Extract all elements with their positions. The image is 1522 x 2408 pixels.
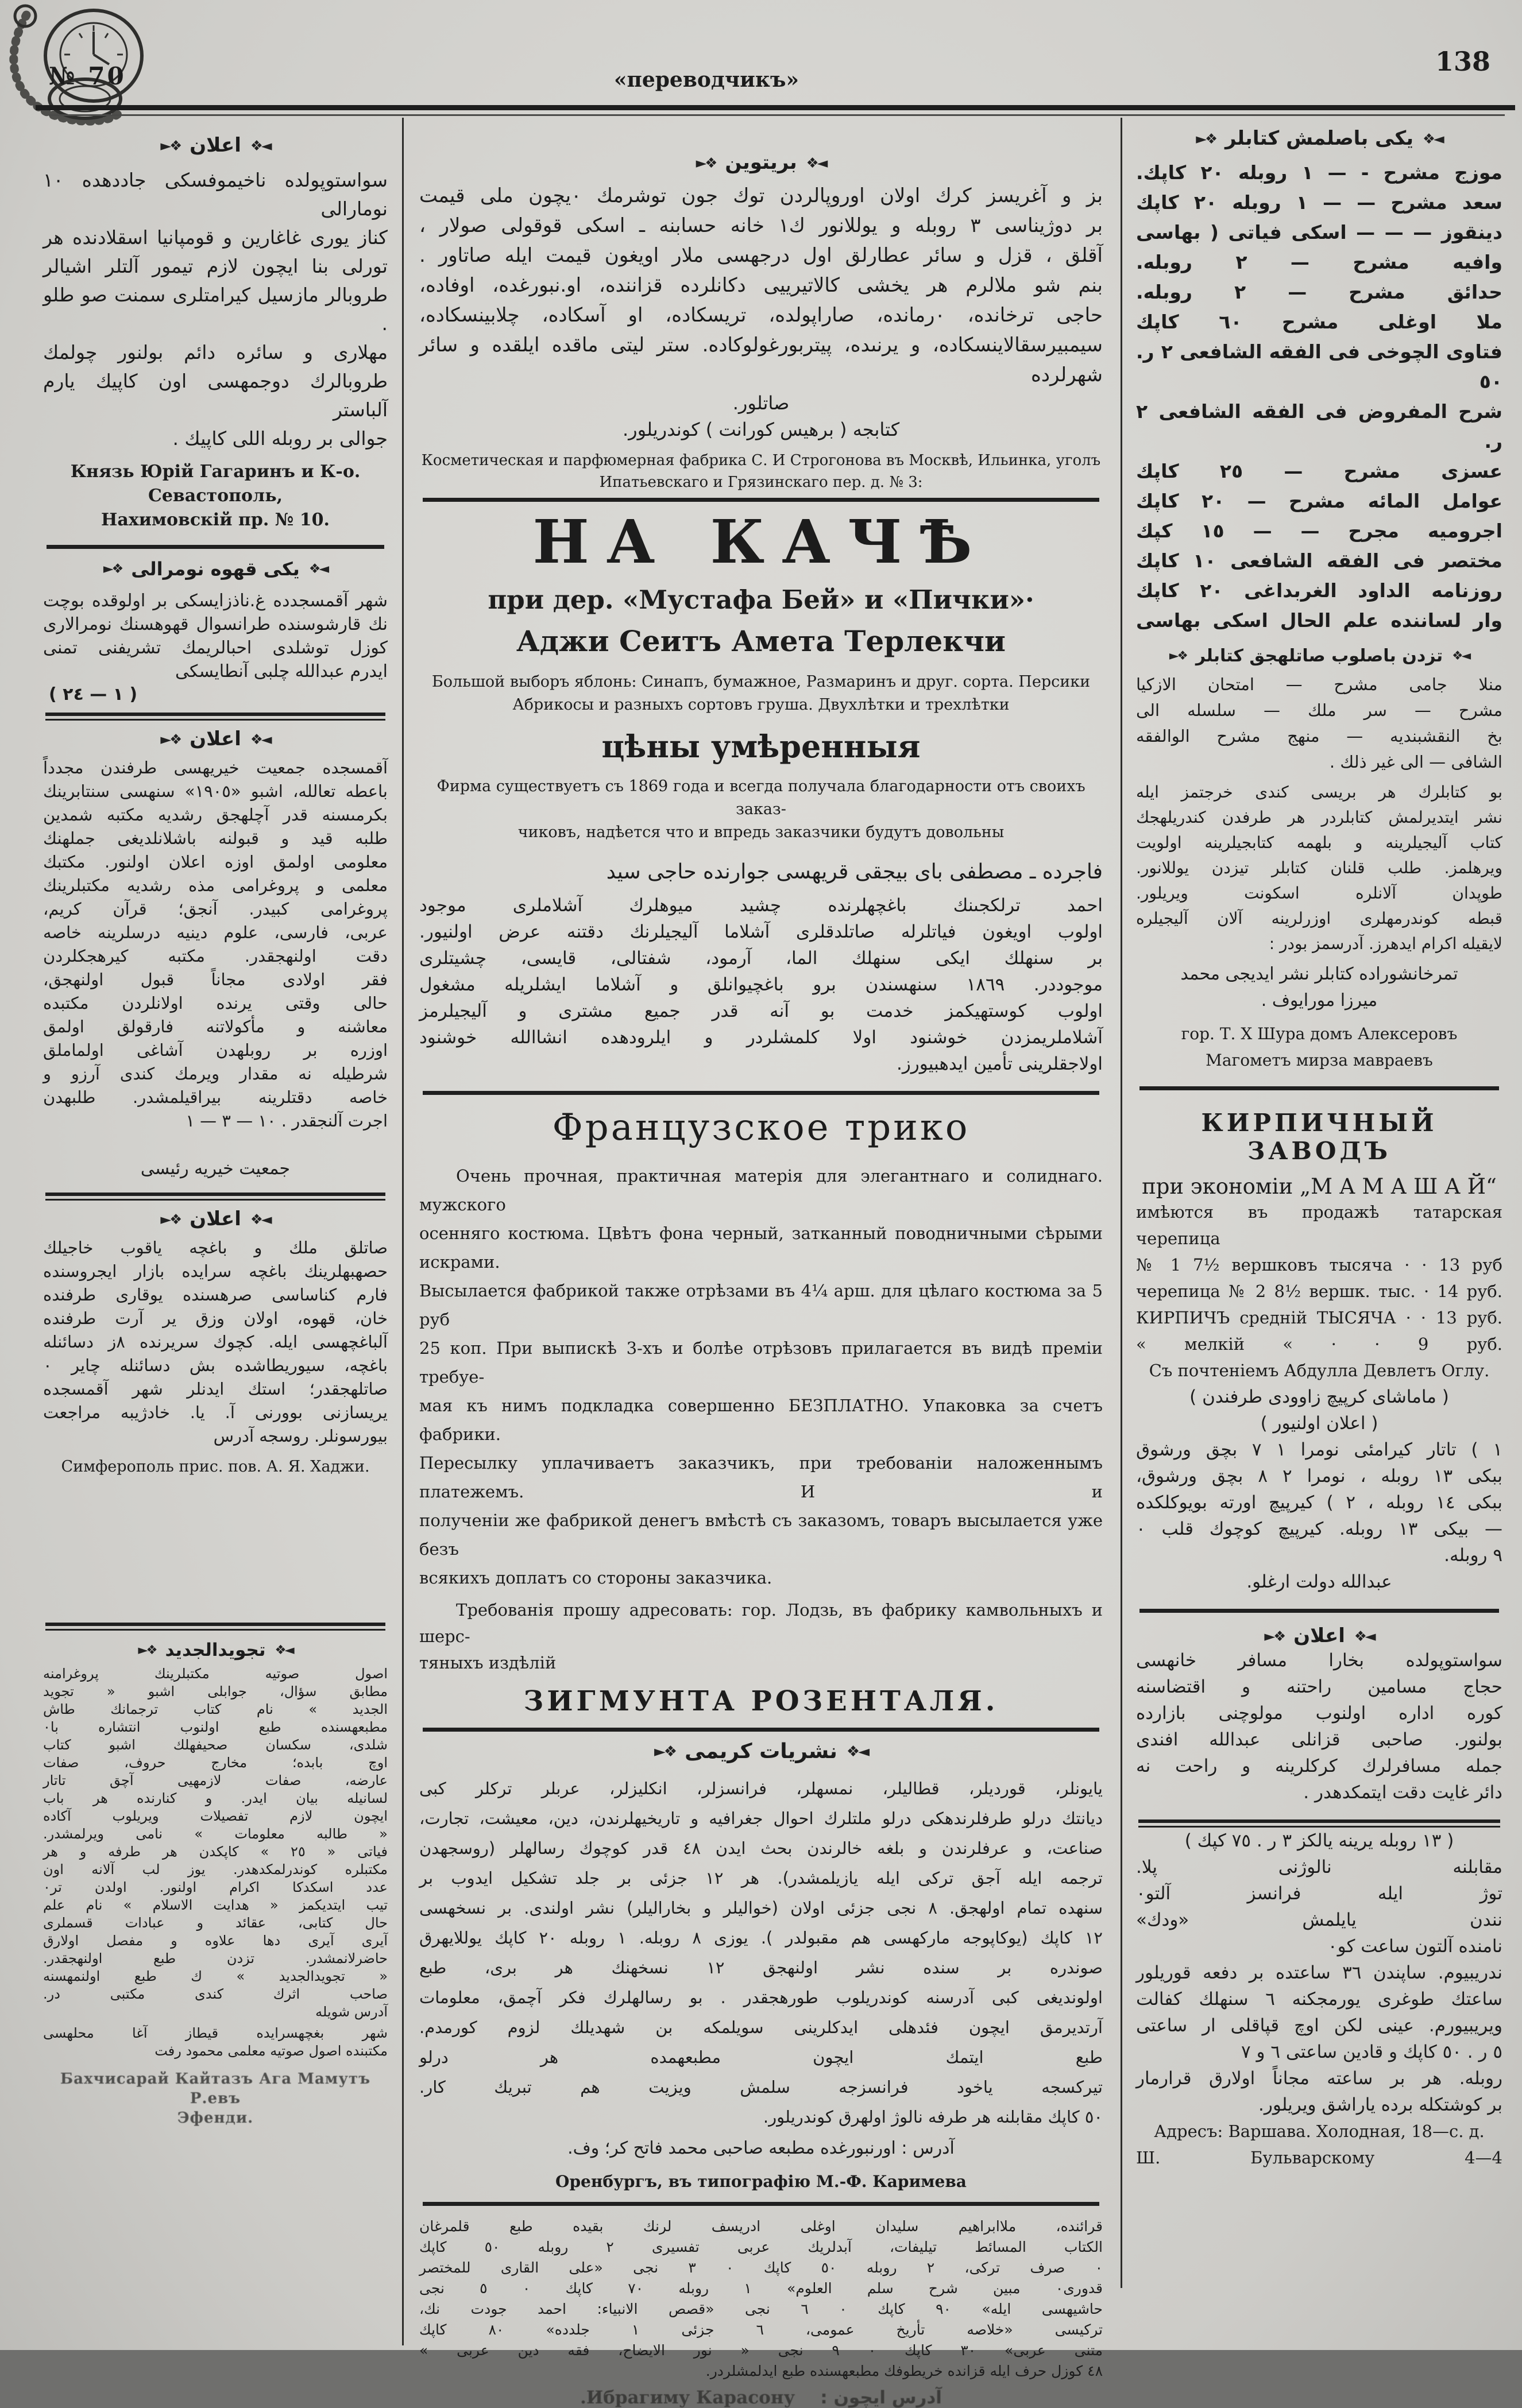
m-t7: Французское трико	[552, 1106, 970, 1149]
text-line: فقر اولادى مجاناً قبول اولنهجق،	[43, 970, 388, 989]
text-line: معلمى و پروغرامى مذه رشديه مكتبلرينك	[43, 876, 388, 895]
right-column	[1136, 118, 1502, 2171]
m-t6	[419, 775, 1103, 844]
text-line: мая къ нимъ подкладка совершенно БЕЗПЛАТНО. Упаковка за счетъ фабрики.	[419, 1396, 1103, 1444]
l-ad2-num: ( ١ — ٢٤ )	[49, 684, 138, 704]
text-line: مهلارى و سائره دائم بولنور چولمك	[43, 341, 388, 363]
text-line: тяныхъ издѣлій	[419, 1653, 557, 1673]
text-line: Очень прочная, практичная матерія для элегантнаго и солиднаго. мужского	[419, 1166, 1103, 1214]
r-t1: КИРПИЧНЫЙ ЗАВОДЪ	[1201, 1109, 1438, 1165]
fleuron-icon: ◄❖	[250, 137, 271, 154]
text-line: الكتاب المسائط تيليفات، آبدلريك عربى تفسيرى ٢ روبله ٥٠ كاپك	[419, 2239, 1103, 2255]
m-mix	[419, 2387, 1103, 2408]
l-ad1-sign	[43, 460, 388, 532]
m-rule3	[423, 1728, 1099, 1732]
fleuron-icon: ◄❖	[1354, 1627, 1374, 1644]
text-line: دينقوز — — — اسكى فياتى ( بهاسى	[1136, 221, 1502, 243]
r-addr2	[1136, 2144, 1502, 2171]
text-line: موزج مشرح - — ١ روبله ٢٠ كاپك.	[1136, 161, 1502, 184]
text-line: اولوب كوستهيكمز خدمت بو آنه قدر جميع مشترى و آليجيلرمز	[419, 1001, 1103, 1021]
text-line: ١٢ كاپك (يوكاپوجه ماركهسى هم مقبولدر ). يوزى ٨ روبله. ١ روبله ٢٠ كاپك يوللايهرق	[419, 1928, 1103, 1948]
text-line: احمد ترلكجىنك باغچهلرنده چشيد ميوهلرك آشلاملرى موجود	[419, 895, 1103, 916]
fleuron-icon: ❖►	[103, 562, 122, 576]
text-line: جمعيت خيريه رئيسى	[140, 1159, 291, 1179]
section-heading-text: يكى باصلمش كتابلر	[1225, 127, 1413, 150]
text-line: باعطه تعالله، اشبو «١٩٠٥» سنهسى سنتابرينك	[43, 781, 388, 801]
text-line: صاتلهجقدر؛ استك ايدنلر شهر آقمسجده	[43, 1379, 388, 1399]
text-line: Высылается фабрикой также отрѣзами въ 4¼ арш. для цѣлаго костюма за 5 руб	[419, 1281, 1103, 1329]
text-line: اصول صوتيه مكتبلرينك پروغرامنه	[43, 1666, 388, 1682]
text-line: نشر ايتديرلمش كتابلردر هر طرفدن كندريلهجك	[1136, 808, 1502, 827]
text-line: ٩ روبله.	[1444, 1545, 1502, 1566]
text-line: روبله. هر بر ساعته مجاناً اولارق قرارمار	[1136, 2068, 1502, 2089]
text-line: آدرس : اورنبورغده مطبعه صاحبى محمد فاتح كر؛ وف.	[567, 2138, 955, 2158]
text-line: سنهده تمام اولهجق. ٨ نجى جزئى اولان (خواليلر و بخاراليلر) نشر اولندى. بر نسخهسى	[419, 1898, 1103, 1918]
r-list2	[1136, 672, 1502, 775]
text-line: осенняго костюма. Цвѣтъ фона черный, затканный поводничными сѣрыми искрами.	[419, 1224, 1103, 1272]
text-line: لسانيله بيان ايدر. و كنارنده هر باب	[43, 1790, 388, 1806]
text-line: اجرت آلنجقدر . ١٠ — ٣ — ١	[186, 1111, 388, 1131]
r-watch-line	[1136, 1828, 1502, 1854]
text-line: آدرس شويله	[315, 2004, 388, 2020]
header-rule-thin	[49, 114, 1505, 116]
section-heading-text: اعلان	[1293, 1624, 1345, 1647]
text-line: عربى، فارسى، علوم دينيه درسلرينه خاصه	[43, 923, 388, 942]
r-sig-cy	[1136, 1021, 1502, 1074]
text-line: عسزى مشرح — ٢٥ كاپك	[1136, 460, 1502, 482]
text-line: ندريبيوم. ساپندن ٣٦ ساعتده بر دفعه قوريلور	[1136, 1962, 1503, 1983]
text-line: بو كتابلرك هر بريسى كندى خرجتمز ايله	[1136, 783, 1502, 802]
l-h1	[43, 134, 388, 157]
m-cy1	[419, 2169, 1103, 2195]
text-line: فتاوى الچوخى فى الفقه الشافعى ٢ ر. ٥٠	[1136, 340, 1502, 393]
text-line: Бахчисарай Кайтазъ Ага Мамутъ Р.евъ	[60, 2070, 371, 2107]
text-line: آشلاملريمزدن خوشنود اولا كلمشلردر و ايلرودهده انشاالله خوشنود	[419, 1027, 1103, 1048]
fleuron-icon: ❖►	[1196, 130, 1216, 147]
fleuron-icon: ◄❖	[1422, 130, 1443, 147]
r-p4	[1136, 1960, 1502, 2065]
text-line: اجروميه مجرح — — ١٥ كپك	[1136, 520, 1502, 542]
text-line: حالى وقتى يرنده اولانلردن مكتبده	[43, 993, 388, 1013]
text-line: شلدى، سكسان صحيفهلك اشبو كتاب	[43, 1737, 388, 1753]
l-h5	[43, 1640, 388, 1660]
text-line: ( ١٣ روبله يرينه يالكز ٣ ر . ٧٥ كپك )	[1184, 1830, 1454, 1851]
text-line: عارضه، صفات لازمهيى آچق تاتار	[43, 1772, 388, 1788]
m-rule1	[423, 498, 1099, 502]
r-h1	[1136, 127, 1502, 150]
r-cy1	[1136, 1199, 1502, 1252]
text-line: طوپدان آلانلره اسكونت ويريلور.	[1136, 884, 1502, 903]
text-line: Съ почтеніемъ Абдулла Девлетъ Оглу.	[1149, 1361, 1490, 1380]
text-line: مكتبلره كوندرلمكدهدر. يوز لب آلانه اون	[43, 1861, 388, 1877]
m-h1	[419, 151, 1103, 174]
l-ad3-sign	[43, 1156, 388, 1182]
mixed-line-arabic: آدرس ايچون :	[820, 2387, 942, 2408]
section-heading-text: اعلان	[190, 1207, 241, 1230]
text-line: باغچه، سيوريطاشده بش دسائنله چاير ٠	[43, 1356, 388, 1375]
header-rule	[36, 105, 1515, 110]
fleuron-icon: ◄❖	[275, 1643, 293, 1658]
text-line: بر دوژيناسى ٣ روبله و يوللانور ك١ خانه حسابنه ـ اسكى قوقولى صولار ،	[419, 214, 1103, 237]
l-drule2	[45, 1193, 385, 1201]
text-line: الجديد » نام كتاب ترجمانك طاش	[43, 1701, 388, 1717]
text-line: حدائق مشرح — ٢ روبله.	[1136, 281, 1502, 303]
r-t3	[1136, 1357, 1502, 1384]
text-line: مكتبنده اصول صوتيه معلمى محمود رفت	[154, 2043, 388, 2059]
text-line: آرتديرمق ايچون فئدهلى ايدكلرينى سويلمكه بن شهديلك لزوم كورمدم.	[419, 2018, 1103, 2037]
text-line: بر سنهلك ايكى سنهلك الما، آرمود، شفتالى، قايسى، چشيتلرى	[419, 948, 1103, 969]
text-line: حال كتابى، عقائد و عبادات قسملرى	[43, 1915, 388, 1931]
text-line: ويرهلمز. طلب قلنان كتابلر تيزدن يوللانور.	[1136, 858, 1502, 877]
text-line: ٥٠ كاپك مقابلنه هر طرفه نالوژ اولهرق كوندريلور.	[763, 2107, 1103, 2127]
text-line: Симферополь прис. пов. А. Я. Хаджи.	[61, 1458, 370, 1476]
text-line: بولنور. صاحبى قزانلى عبدالله افندى	[1136, 1729, 1502, 1750]
l-ad5	[43, 1665, 388, 2021]
l-ad3	[43, 756, 388, 1133]
r-p2	[1136, 1437, 1502, 1569]
text-line: ( ماماشاى كرپيچ زاوودى طرفندن )	[1189, 1387, 1449, 1407]
text-line: اولونديغى كبى آدرسنه كوندريلوب طورهجقدر . بو رسالهلرك فكر آچمق، معلومات	[419, 1988, 1103, 2007]
text-line: всякихъ доплатъ со стороны заказчика.	[419, 1568, 772, 1588]
text-line: نندن يايلمش «ودك»	[1136, 1910, 1502, 1930]
text-line: اولوب اويغون فياتلرله صاتلدقلرى آشلاما آليجيلرنك دقتنه عرض اولنيور.	[419, 922, 1103, 942]
l-ad4-sign	[43, 1454, 388, 1480]
text-line: « طالبه معلومات » نامى ويرلمشدر.	[43, 1826, 388, 1842]
text-line: قبطه كوندرمهلرى اوزرلرينه آلان آليجيلره	[1136, 909, 1502, 928]
text-line: « мелкій « · · 9 руб.	[1136, 1334, 1502, 1354]
m-t8: ЗИГМУНТА РОЗЕНТАЛЯ.	[523, 1685, 999, 1717]
text-line: شرطيله نه مقدار ويرمك كندى آرزو و	[43, 1064, 388, 1083]
text-line: جمله مسافرلرك كركلرينه و راحت نه	[1136, 1756, 1502, 1776]
text-line: معاشنه و مأكولاتنه فارقولق اولمق	[43, 1017, 388, 1036]
l-drule1	[45, 713, 385, 721]
text-line: سواستوپولده بخارا مسافر خانهسى	[1136, 1650, 1502, 1671]
text-line: پروغرامى كبيدر. آنجق؛ قرآن كريم،	[43, 899, 388, 919]
l-ad2	[43, 589, 388, 683]
text-line: ايچون لازم تفصيلات ويريلوب آكاده	[43, 1808, 388, 1824]
l-ad1	[43, 166, 388, 453]
text-line: طبع ايتمك ايچون مطبعهمده هر درلو	[419, 2047, 1103, 2067]
text-line: موجوددر. ١٨٦٩ سنهسندن برو باغچيوانلق و آشلاما ايشلريله مشغول	[419, 974, 1103, 995]
r-watch-txt	[1136, 1854, 1502, 1960]
text-line: شهر بغچهسرايده قيطاز آغا محلهسى	[43, 2025, 388, 2041]
text-line: Ш. Бульварскому 4—4	[1136, 2148, 1502, 2167]
text-line: بر كوشتكله برده ياراشق ويريلور.	[1258, 2095, 1502, 2115]
text-line: تورلى بنا ايچون لازم تيمور آلتلر اشيالر	[43, 255, 388, 277]
l-h4	[43, 1207, 388, 1230]
text-line: وار لساننده علم الحال اسكى بهاسى	[1136, 609, 1502, 632]
issue-number: № 70	[49, 62, 126, 90]
m-p1	[419, 1162, 1103, 1592]
text-line: سواستوپولده ناخيموفسكى جاددهده ١٠ نومارالى	[43, 169, 388, 220]
text-line: Магометъ мирза мавраевъ	[1206, 1051, 1433, 1070]
text-line: فارم كناساسى صرهسنده يوقارى طرفنده	[43, 1285, 388, 1304]
l-stamp	[43, 2069, 388, 2128]
middle-column	[419, 118, 1103, 2408]
text-line: ديانتك درلو طرفلرندهكى درلو ملتلرك احوال جغرافيه و تاريخيهلرندن، دين، معيشت، تجارت،	[419, 1809, 1103, 1828]
text-line: تيركسجه ياخود فرانسزجه سلمش ويزيت هم تبريك كار.	[419, 2077, 1103, 2097]
r-books	[1136, 158, 1502, 636]
text-line: مطبعهسنده طبع اولنوب انتشاره با٠	[43, 1719, 388, 1735]
text-line: ببكى ١٣ روبله ، نومرا ٢ ٨ بچق ورشوق،	[1136, 1466, 1503, 1486]
text-line: حاجى ترخانده، ٠رمانده، صاراپولده، تريسكاده، او آسكاده، چلابينسكاده،	[419, 304, 1103, 327]
section-heading-text: اعلان	[190, 727, 241, 750]
text-line: طلبه قيد و قبولنه باشلانلديغى جملهنك	[43, 829, 388, 848]
m-ar4	[419, 2216, 1103, 2382]
text-line: Косметическая и парфюмерная фабрика С. И Строгонова въ Москвѣ, Ильинка, уголъ	[421, 452, 1101, 469]
text-line: Эфенди.	[177, 2109, 254, 2127]
fleuron-icon: ❖►	[160, 1210, 181, 1228]
newspaper-title: «переводчикъ»	[613, 68, 799, 92]
section-heading-text: اعلان	[190, 134, 241, 157]
text-line: شهر آقمسجدده غ.ناذزايسكى بر اولوقده بوچت	[43, 591, 388, 611]
fleuron-icon: ◄❖	[250, 730, 271, 748]
fleuron-icon: ❖►	[696, 154, 716, 171]
l-h3	[43, 727, 388, 750]
text-line: صوندره بر سنده نشر اولنهجق ١٢ نسخهنك هر برى، طبع	[419, 1958, 1103, 1977]
m-t2: при дер. «Мустафа Бей» и «Пички»·	[488, 584, 1034, 615]
r-prices	[1136, 1252, 1502, 1357]
text-line: نك قارشوسنده طرانسوال قهوهسنك نومرالارى	[43, 614, 388, 634]
text-line: بز و آغريسز كرك اولان اوروپالردن توك جون توشرمك ٠يچون ملى قيمت	[419, 184, 1103, 207]
mixed-line-cyrillic: Ибрагиму Карасону.	[580, 2387, 795, 2408]
r-pc2	[1136, 1410, 1502, 1437]
text-line: имѣются въ продажѣ татарская черепица	[1136, 1202, 1502, 1248]
text-line: полученіи же фабрикой денегъ вмѣстѣ съ заказомъ, товаръ высылается уже безъ	[419, 1511, 1103, 1559]
text-line: جوالى بر روبله اللى كاپيك .	[172, 427, 388, 450]
text-line: خاصه دقتلرينه بيراقيلمشدر. طلبهدن	[43, 1087, 388, 1107]
m-ar3	[419, 1774, 1103, 2132]
r-drule1	[1138, 1819, 1500, 1828]
l-rule1	[47, 545, 384, 549]
text-line: شرح المفروض فى الفقه الشافعى ٢ ر.	[1136, 400, 1502, 452]
text-line: فياتى « ٢٥ » كاپكدن هر طرفه و هر	[43, 1844, 388, 1860]
text-line: خان، قهوه، اولان وزق ير آرت طرفنده	[43, 1308, 388, 1328]
text-line: آيرى آيرى دها علاوه و مفصل اولارق	[43, 1933, 388, 1949]
text-line: تيب ايتديكمز « هدايت الاسلام » نام علم	[43, 1897, 388, 1913]
r-p5	[1136, 2065, 1502, 2118]
text-line: اولاجقلرينى تأمين ايدهبيورز.	[896, 1054, 1103, 1074]
section-heading-text: تزدن باصلوب صاتلهجق كتابلر	[1195, 646, 1443, 666]
text-line: دائر غايت دقت ايتمكدهدر .	[1303, 1782, 1502, 1803]
section-heading-text: بريتوين	[725, 151, 797, 174]
text-line: كوزل توشلدى احبالريمك تشريفنى تمنى	[43, 638, 388, 658]
text-line: كناز يورى غاغارين و قومپانيا اسقلادنده هر	[43, 226, 388, 249]
r-pc1	[1136, 1384, 1502, 1410]
r-p1	[1136, 780, 1502, 957]
m-t4	[419, 671, 1103, 717]
text-line: سعد مشرح — — ١ روبله ٢٠ كاپك	[1136, 191, 1502, 214]
text-line: صناعت، و عرفلرندن و بلغه خالرندن بحث ايدن ٤٨ قدر كوچوك رسالهلر (روسجهدن	[419, 1838, 1103, 1858]
text-line: منلا جامى مشرح — امتحان الازكيا	[1136, 675, 1502, 694]
text-line: كتابجه ( برهيس كورانت ) كوندريلور.	[622, 419, 900, 440]
text-line: ٠ صرف تركى، ٢ روبله ٥٠ كاپك ٠ ٣ نجى «على القارى للمختصر	[419, 2259, 1103, 2276]
text-line: روزنامه الداود الغربداغى ٢٠ كاپك	[1136, 579, 1502, 602]
text-line: Оренбургъ, въ типографію М.-Ф. Каримева	[555, 2172, 967, 2191]
text-line: سيمبيرسقالاينسكاده، و يرنىده، پيتربورغولوكاده. ستر ليتى ماقده ايلقده و سائر شهرلرده	[419, 334, 1103, 386]
section-heading-text: يكى قهوه نومرالى	[131, 558, 300, 580]
r-rule1	[1139, 1086, 1499, 1090]
text-line: لايقيله اكرام ايدهرز. آدرسمز بودر :	[1269, 934, 1502, 953]
section-heading-text: نشريات كريمى	[685, 1740, 837, 1763]
text-line: ويريبيورم. عينى لكن اوچ قپاقلى ار ساعتى	[1136, 2015, 1502, 2036]
column-divider-right	[1121, 118, 1122, 2288]
r-p3	[1136, 1647, 1502, 1806]
l-ad5-addr	[43, 2024, 388, 2060]
text-line: فاجرده ـ مصطفى باى بيجقى قريهسى جوارنده حاجى سيد	[606, 860, 1103, 884]
text-line: طروبالرك دوجمهسى اون كاپيك يارم آلباستر	[43, 370, 388, 421]
text-line: ايدرم عبدالله چلبى آنطايسكى	[175, 661, 388, 682]
fleuron-icon: ◄❖	[308, 562, 328, 576]
text-line: حجاج مسامين راحتنه و اقتضاسنه	[1136, 1677, 1502, 1697]
text-line: كوره اداره اولنوب مولوچنى بازارده	[1136, 1703, 1502, 1724]
text-line: تمرخانشوراده كتابلر نشر ايديجى محمد	[1180, 964, 1458, 984]
text-line: ٤٨ كوزل حرف ايله قزانده خريطوفك مطبعهسنده طبع ايدلمشلردر.	[705, 2363, 1103, 2379]
text-line: Нахимовскій пр. № 10.	[101, 510, 330, 530]
text-line: نامنده آلتون ساعت كو٠	[1327, 1936, 1502, 1957]
text-line: اوچ بابده؛ مخارج حروف، صفات	[43, 1755, 388, 1771]
text-line: الشافى — الى غير ذلك .	[1329, 752, 1502, 772]
m-t3: Аджи Сеитъ Амета Терлекчи	[516, 624, 1006, 658]
r-rule2	[1139, 1609, 1499, 1613]
fleuron-icon: ❖►	[160, 137, 181, 154]
text-line: № 1 7½ вершковъ тысяча · · 13 руб	[1136, 1255, 1502, 1275]
text-line: تركيسى «خلاصه تأريخ عمومى، ٦ جزئى ١ جلدده» ٨٠ كاپك	[419, 2321, 1103, 2338]
text-line: ساعتك طوغرى يورمجكنه ٦ سنهلك كفالت	[1136, 1989, 1502, 2010]
r-h2	[1136, 646, 1502, 666]
left-column	[43, 118, 388, 2128]
text-line: صاتلق ملك و باغچه ياقوب خاجيلك	[43, 1238, 388, 1257]
text-line: بيورسونلر. روسجه آدرس	[213, 1426, 388, 1446]
m-ar2	[419, 892, 1103, 1077]
fleuron-icon: ❖►	[160, 730, 181, 748]
text-line: « تجويدالجديد » ك طبع اولنمهسنه	[43, 1968, 388, 1984]
text-line: بنم شو ملالرم هر يخشى كالاتيرييى دكانلرده قزاننده، او.نبورغده، اوفاده،	[419, 274, 1103, 297]
text-line: Большой выборъ яблонь: Синапъ, бумажное, Размаринъ и друг. сорта. Персики	[431, 673, 1091, 691]
text-line: Князь Юрій Гагаринъ и К-о. Севастополь,	[70, 462, 361, 506]
text-line: صاتلور.	[732, 392, 790, 414]
fleuron-icon: ❖►	[654, 1743, 676, 1760]
text-line: قرائنده، ملاابراهيم سليدان اوغلى ادريسف لرنك بقيده طبع قلمرغان	[419, 2218, 1103, 2235]
text-line: وافيه مشرح — ٢ روبله.	[1136, 251, 1502, 273]
text-line: КИРПИЧЪ средній ТЫСЯЧА · · 13 руб.	[1136, 1308, 1502, 1327]
text-line: طروبالر مازسيل كيرامتلرى سمنت صو طلو .	[43, 284, 388, 335]
text-line: Адресъ: Варшава. Холодная, 18—с. д.	[1154, 2121, 1485, 2141]
text-line: — بيكى ١٣ روبله. كيرپيچ كوچوك قلب ٠	[1136, 1519, 1502, 1539]
text-line: чиковъ, надѣется что и впредь заказчики будутъ довольны	[517, 823, 1005, 841]
text-line: ٥ ر . ٥٠ كاپك و قادين ساعتى ٦ و ٧	[1241, 2042, 1502, 2062]
text-line: يريسازنى بوورنى آ. يا. خادژيبه مراجعت	[43, 1403, 388, 1422]
fleuron-icon: ❖►	[138, 1643, 156, 1658]
text-line: حصهبهلرينك باغچه سرايده بازار ايجروسنده	[43, 1261, 388, 1281]
l-h2	[43, 558, 388, 580]
text-line: متنى عربى» ٣٠ كاپك ٠ ٩ نجى « نور الايضاح، فقه دين عربى »	[419, 2342, 1103, 2359]
text-line: Ипатьевскаго и Грязинскаго пер. д. № 3:	[599, 474, 923, 491]
text-line: Пересылку уплачиваетъ заказчикъ, при требованіи наложеннымъ платежемъ. И и	[419, 1453, 1103, 1501]
text-line: черепица № 2 8½ вершк. тыс. · 14 руб.	[1136, 1282, 1502, 1301]
text-line: يايونلر، قورديلر، قطاليلر، نمسهلر، فرانسزلر، انكليزلر، عربلر تركلر كبى	[419, 1779, 1103, 1798]
text-line: عدد اسكدكا اكرام اولنور. اولدن تر٠	[43, 1879, 388, 1895]
text-line: Абрикосы и разныхъ сортовъ груша. Двухлѣтки и трехлѣтки	[512, 696, 1010, 714]
text-line: آقلق ، قزل و سائر عطارلق اول درجهسى ملار اويغون قيمت ايله صاتاور .	[419, 244, 1103, 267]
fleuron-icon: ◄❖	[1452, 649, 1470, 663]
m-ad1-c2	[419, 416, 1103, 443]
r-sig-ar	[1136, 961, 1502, 1014]
m-ar1	[419, 858, 1103, 886]
m-t1: НА КАЧѢ	[532, 506, 990, 577]
text-line: ١ ) تاتار كيرامئى نومرا ١ ٧ بچق ورشوق	[1136, 1439, 1502, 1460]
text-line: гор. Т. Х Шура домъ Алексеровъ	[1181, 1024, 1458, 1043]
text-line: ميرزا مورايوف .	[1261, 990, 1378, 1011]
m-p2	[419, 1597, 1103, 1676]
m-ad1-cy	[419, 450, 1103, 493]
text-line: مطابق سؤال، جوابلى اشبو « تجويد	[43, 1683, 388, 1699]
text-line: اوزره بر روبلهدن آشاغى اولماملق	[43, 1040, 388, 1060]
text-line: كتاب آليجيلرينه و بلهمه كتابجيلرينه اولويت	[1136, 833, 1502, 852]
text-line: آقمسجده جمعيت خيريهسى طرفندن مجدداً	[43, 758, 388, 777]
r-sig2	[1136, 1569, 1502, 1595]
text-line: Фирма существуетъ съ 1869 года и всегда получала благодарности отъ своихъ заказ-	[436, 777, 1086, 818]
text-line: قدورى٠ مبين شرح سلم العلوم» ١ روبله ٧٠ كاپك ٠ ٥ نجى	[419, 2280, 1103, 2297]
text-line: عوامل المائه مشرح — ٢٠ كاپك	[1136, 490, 1502, 512]
text-line: Требованія прошу адресовать: гор. Лодзь, въ фабрику камвольныхъ и шерс-	[419, 1600, 1103, 1646]
text-line: معلومى اولمق اوزه اعلان اولنور. مكتبك	[43, 852, 388, 872]
column-divider-left	[402, 118, 404, 2345]
m-rule2	[423, 1091, 1099, 1095]
fleuron-icon: ❖►	[1169, 649, 1187, 663]
m-rule4	[423, 2202, 1099, 2206]
text-line: بكرمىسنه قدر آچلهجق رشديه مكتبه شمدين	[43, 805, 388, 824]
text-line: ببكى ١٤ روبله ، ٢ ) كيرپيچ اورته بويوكلكده	[1136, 1492, 1502, 1513]
r-h3	[1136, 1624, 1502, 1647]
text-line: حاضرلانمشدر. تزدن طبع اولنهجقدر.	[43, 1950, 388, 1966]
l-ad4	[43, 1236, 388, 1448]
text-line: عبدالله دولت ارغلو.	[1246, 1571, 1392, 1592]
fleuron-icon: ◄❖	[846, 1743, 868, 1760]
text-line: دقت اولنهجقدر. مكتبه كيرهجكلردن	[43, 946, 388, 966]
section-heading-text: تجويدالجديد	[165, 1640, 266, 1660]
m-ad1	[419, 181, 1103, 390]
l-drule3	[45, 1623, 385, 1631]
text-line: آلباغچهسى ايله. كچوك سريرنده ٨ز دسائنله	[43, 1332, 388, 1352]
fleuron-icon: ◄❖	[806, 154, 826, 171]
text-line: مختصر فى الفقه الشافعى ١٠ كاپك	[1136, 549, 1502, 572]
fleuron-icon: ❖►	[1264, 1627, 1285, 1644]
m-h2	[419, 1740, 1103, 1763]
text-line: حاشيهسى ايله» ٩٠ كاپك ٠ ٦ نجى «قصص الانبياء: احمد جودت نك،	[419, 2301, 1103, 2317]
text-line: توژ ايله فرانسز آلتو٠	[1136, 1883, 1502, 1904]
text-line: مشرح — سر ملك — سلسله الى	[1136, 700, 1502, 720]
m-t5: цѣны умѣренныя	[601, 728, 921, 765]
page-number: 138	[1435, 46, 1490, 77]
fleuron-icon: ◄❖	[250, 1210, 271, 1228]
text-line: بخ النقشبنديه — منهج مشرح الوالفقه	[1136, 726, 1502, 746]
m-ad1-c1	[419, 390, 1103, 416]
text-line: ترجمه ايله آجق تركى ايله يازيلمشدر). هر ١٢ جزئى بر جلد تشكيل ايدوب بر	[419, 1868, 1103, 1888]
text-line: صاحب اثرك كندى مكتبى در.	[43, 1986, 388, 2002]
text-line: ملا اوغلى مشرح ٦٠ كاپك	[1136, 311, 1502, 333]
r-t2: при экономіи „М А М А Ш А Й“	[1142, 1174, 1497, 1199]
r-addr1	[1136, 2118, 1502, 2144]
text-line: 25 коп. При выпискѣ 3-хъ и болѣе отрѣзовъ прилагается въ видѣ преміи требуе-	[419, 1338, 1103, 1387]
text-line: ( اعلان اولنيور )	[1260, 1413, 1378, 1434]
m-ar3-addr	[419, 2135, 1103, 2162]
text-line: مقابلنه نالوژنى پلا.	[1136, 1857, 1502, 1877]
